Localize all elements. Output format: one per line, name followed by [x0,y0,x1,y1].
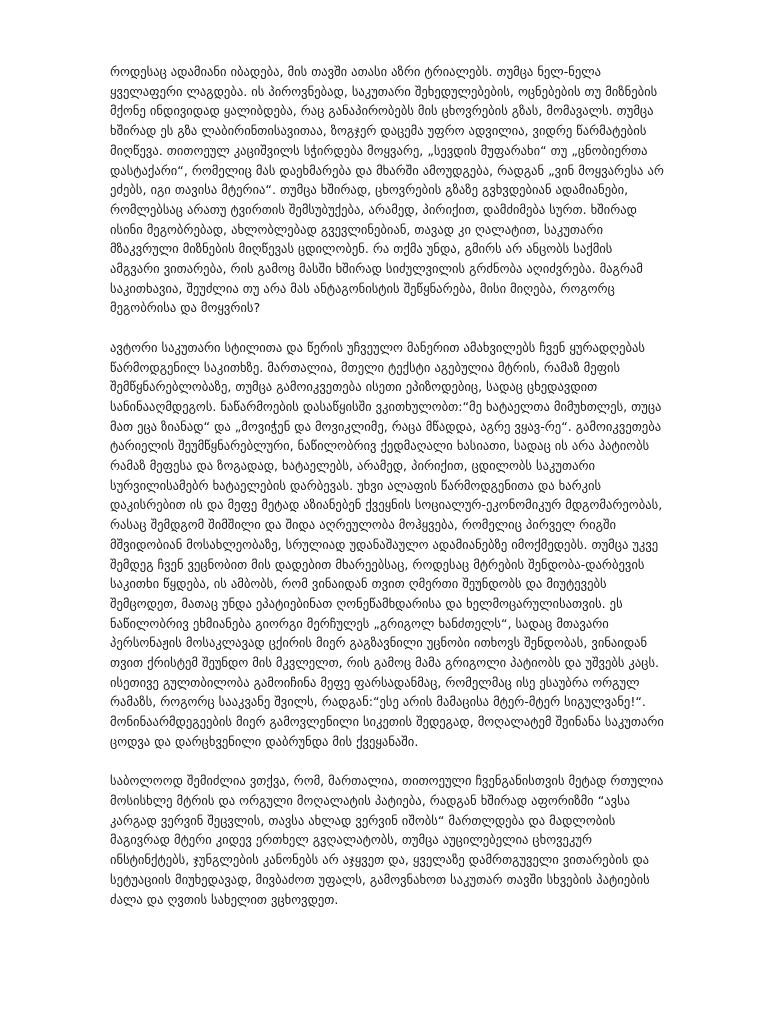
paragraph-conclusion: საბოლოოდ შემიძლია ვთქვა, რომ, მართალია, თითოეული ჩვენგანისთვის მეტად რთულია მოსისხლე მტრის და ორგული მოღალატის პატიება, რადგან ხშირად აფორიზმი “ავსა კარგად ვერვინ შეცვლის, თავსა ახლად ვერვინ იშობს“ მართლდება და მადლობის მაგივრად მტერი კიდევ ერთხელ გვღალატობს, თუმცა აუცილებელია ცხოვეკურ ინსტინქტებს, ჯუნგლების კანონებს არ აჯყვეთ და, ყველაზე დამრთგუველი ვითარების და სეტუაციის მიუხედავად, მივბაძოთ უფალს, გამოვნახოთ საკუთარ თავში სხვების პატიების ძალა და ღვთის სახელით ვცხოვდეთ. [110,773,664,907]
document-page [110,62,665,929]
paragraph-intro: როდესაც ადამიანი იბადება, მის თავში ათასი აზრი ტრიალებს. თუმცა ნელ-ნელა ყველაფერი ლაგდება. ის პიროვნებად, საკუთარი შეხედულებების, ოცნებების თუ მიზნების მქონე ინდივიდად ყალიბდება, რაც განაპირობებს მის ცხოვრების გზას, მომავალს. თუმცა ხშირად ეს გზა ლაბირინთისავითაა, ზოგჯერ დაცემა უფრო ადვილია, ვიდრე წარმატების მიღწევა. თითოეულ კაციშვილს სჭირდება მოყვარე, „სევდის მუფარახი“ თუ „ცნობიერთა დასტაქარი“, რომელიც მას დაეხმარება და მხარში ამოუდგება, რადგან „ვინ მოყვარესა არ ეძებს, იგი თავისა მტერია“. თუმცა ხშირად, ცხოვრების გზაზე გვხვდებიან ადამიანები, რომლებსაც არათუ ტვირთის შემსუბუქება, არამედ, პირიქით, დამძიმება სურთ. ხშირად ისინი მეგობრებად, ახლობლებად გვევლინებიან, თავად კი ღალატით, საკუთარი მზაკვრული მიზნების მიღწევას ცდილობენ. რა თქმა უნდა, გმირს არ ანცობს საქმის ამგვარი ვითარება, რის გამოც მასში ხშირად სიძულვილის გრძნობა აღიძვრება. მაგრამ საკითხავია, შეუძლია თუ არა მას ანტაგონისტის შეწყნარება, მისი მიღება, როგორც მეგობრისა და მოყვრის? [110,64,664,316]
paragraph-body: ავტორი საკუთარი სტილითა და წერის უჩვეულო მანერით ამახვილებს ჩვენ ყურადღებას წარმოდგენილ საკითხზე. მართალია, მთელი ტექსტი აგებულია მტრის, რამაზ მეფის შემწყნარებლობაზე, თუმცა გამოიკვეთება ისეთი ეპიზოდებიც, სადაც ცხედავდით სანინააღმდეგოს. ნაწარმოების დასაწყისში ვკითხულობთ:“მე ხატაელთა მიმუხთლეს, თუცა მათ ეცა ზიანად“ და „მოვიჭენ და მოვიკლიმე, რაცა მწადდა, აგრე ვყავ-რე“. გამოიკვეთება ტარიელის შეუმწყნარებლური, ნაწილობრივ ქედმაღალი ხასიათი, სადაც ის არა პატიობს რამაზ მეფესა და ზოგადად, ხატაელებს, არამედ, პირიქით, ცდილობს საკუთარი სურვილისამებრ ხატაელების დარბევას. უხვი ალაფის წარმოდგენითა და ხარკის დაკისრებით ის და მეფე მეტად აზიანებენ ქვეყნის სოციალურ-ეკონომიკურ მდგომარეობას, რასაც შემდგომ შიმშილი და შიდა აღრეულობა მოჰყვება, რომელიც პირველ რიგში მშვიდობიან მოსახლეობაზე, სრულიად უდანაშაულო ადამიანებზე იმოქმედებს. თუმცა უკვე შემდეგ ჩვენ ვეცნობით მის დადებით მხარეებსაც, როდესაც მტრების შენდობა-დარბევის საკითხი წყდება, ის ამბობს, რომ ვინაიდან თვით ღმერთი შეუნდობს და მიუტევებს შემცოდეთ, მათაც უნდა ეპატიებინათ ღონეწამხდარისა და ხელმოცარულისათვის. ეს ნაწილობრივ ეხმიანება გიორგი მერჩულეს „გრიგოლ ხანძთელს“, სადაც მთავარი პერსონაჟის მოსაკლავად ცქირის მიერ გაგზავნილი უცნობი ითხოვს შენდობას, ვინაიდან თვით ქრისტემ შეუნდო მის მკვლელთ, რის გამოც მამა გრიგოლი პატიობს და უშვებს კაცს. ისეთივე გულთბილობა გამოიჩინა მეფე ფარსადანმაც, რომელმაც ისე ესაუბრა ორგულ რამაზს, როგორც სააკვანე შვილს, რადგან:“ესე არის მამაცისა მტერ-მტერ სიგულვანე!“. მონინაარმდეგეების მიერ გამოვლენილი სიკეთის შედეგად, მოღალატემ შეინანა საკუთარი ცოდვა და დარცხვენილი დაბრუნდა მის ქვეყანაში. [110,339,664,749]
